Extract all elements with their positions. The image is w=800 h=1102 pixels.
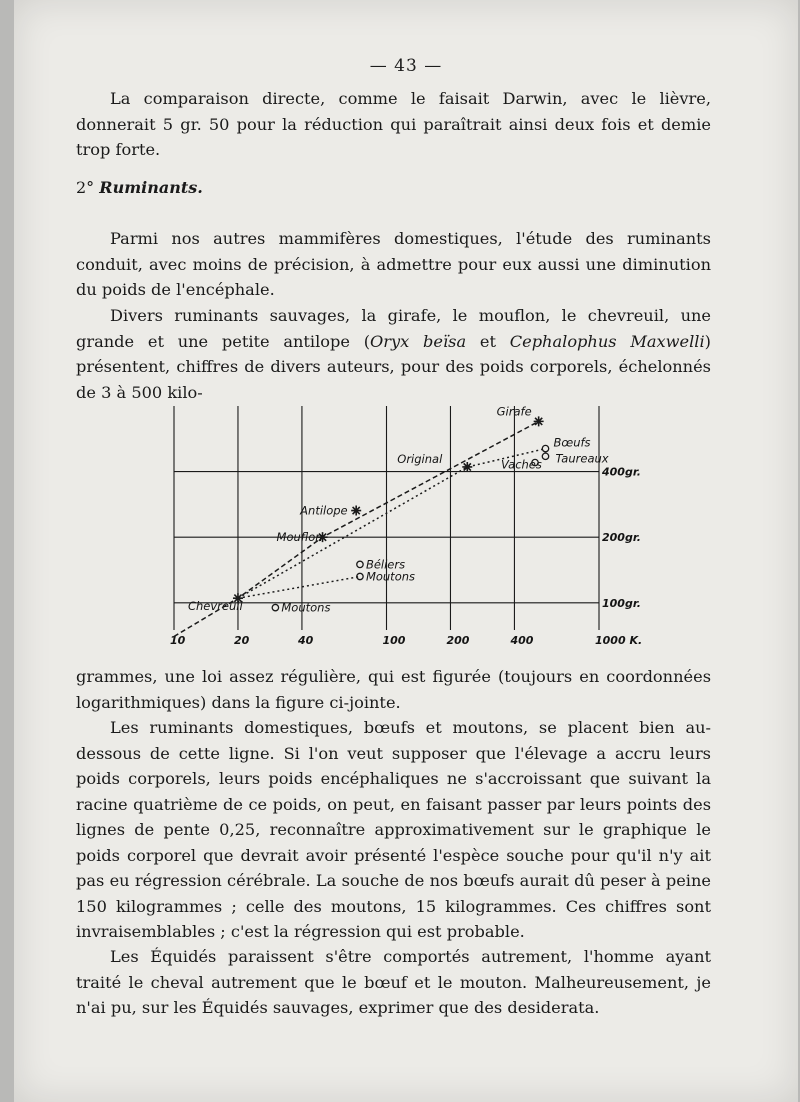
x-tick-label: 10 — [170, 634, 186, 646]
paragraph-wild-ruminants — [76, 303, 711, 405]
circle-marker — [272, 604, 278, 610]
star-marker — [351, 506, 361, 516]
point-label: Chevreuil — [187, 599, 243, 614]
text-part: et — [466, 331, 510, 351]
point-label: Moutons — [365, 569, 416, 584]
point-label: Béliers — [365, 557, 406, 572]
x-tick-label: 100 — [382, 634, 406, 646]
circle-marker — [542, 453, 548, 459]
species-name: Cephalophus Maxwelli — [509, 331, 705, 351]
circle-marker — [542, 445, 548, 451]
point-label: Mouflon — [276, 530, 323, 545]
x-tick-label: 20 — [233, 634, 250, 646]
star-marker — [462, 462, 472, 472]
point-label: Taureaux — [555, 451, 609, 466]
paragraph-figure-ref: grammes, une loi assez régulière, qui est figurée (toujours en coordonnées logarithmiques) dans la figure ci-jointe. — [76, 667, 711, 712]
point-label: Antilope — [300, 503, 348, 518]
x-tick-label: 400 — [510, 634, 534, 646]
species-name: Oryx beïsa — [370, 331, 467, 351]
point-label: Girafe — [496, 404, 532, 419]
point-label: Moutons — [281, 600, 331, 615]
section-title: Ruminants. — [99, 178, 203, 197]
circle-marker — [357, 561, 363, 567]
y-tick-label: 200gr. — [602, 531, 641, 545]
log-chart-figure — [144, 398, 654, 646]
section-number: 2° — [76, 178, 95, 197]
text-part: Divers ruminants sauvages, la girafe, le mouflon, le chevreuil, une grande et une petite antilope ( — [76, 306, 711, 351]
y-tick-label: 100gr. — [602, 596, 641, 610]
text-part: ) présentent, chiffres de divers auteurs, pour des poids corporels, échelonnés de 3 à 500 kilo- — [76, 331, 711, 402]
y-tick-label: 400gr. — [602, 465, 641, 479]
page-number: — 43 — — [369, 56, 443, 76]
paragraph-equides: Les Équidés paraissent s'être comportés autrement, l'homme ayant traité le cheval autrement que le bœuf et le mouton. Malheureusement, je n'ai pu, sur les Équidés sauvages, exprimer que des desiderata. — [76, 947, 711, 1017]
point-label: Original — [397, 451, 443, 466]
point-label: Vaches — [501, 457, 542, 472]
log-chart — [144, 398, 654, 646]
paragraph-ruminants-intro: Parmi nos autres mammifères domestiques, l'étude des ruminants conduit, avec moins de précision, à admettre pour eux aussi une diminution du poids de l'encéphale. — [76, 229, 711, 299]
x-tick-label: 40 — [297, 634, 314, 646]
paragraph-comparison: La comparaison directe, comme le faisait Darwin, avec le lièvre, donnerait 5 gr. 50 pour la réduction qui paraîtrait ainsi deux fois et demie trop forte. — [76, 89, 711, 159]
book-page — [14, 0, 798, 1102]
point-label: Bœufs — [553, 435, 591, 450]
section-heading — [76, 178, 203, 197]
paragraph-domestic-ruminants: Les ruminants domestiques, bœufs et moutons, se placent bien au-dessous de cette ligne. Si l'on veut supposer que l'élevage a accru leurs poids corporels, leurs poids encéphaliques ne s'accroissant que suivant la racine quatrième de ce poids, on peut, en faisant passer par leurs points des lignes de pente 0,25, reconnaître approximativement sur le graphique le poids corporel que devrait avoir présenté l'espèce souche pour qu'il n'y ait pas eu régression cérébrale. La souche de nos bœufs aurait dû peser à peine 150 kilogrammes ; celle des moutons, 15 kilogrammes. Ces chiffres sont invraisemblables ; c'est la régression qui est probable. — [76, 718, 711, 941]
x-tick-label: 1000 K. — [595, 634, 643, 646]
x-tick-label: 200 — [446, 634, 470, 646]
star-marker — [534, 416, 544, 426]
